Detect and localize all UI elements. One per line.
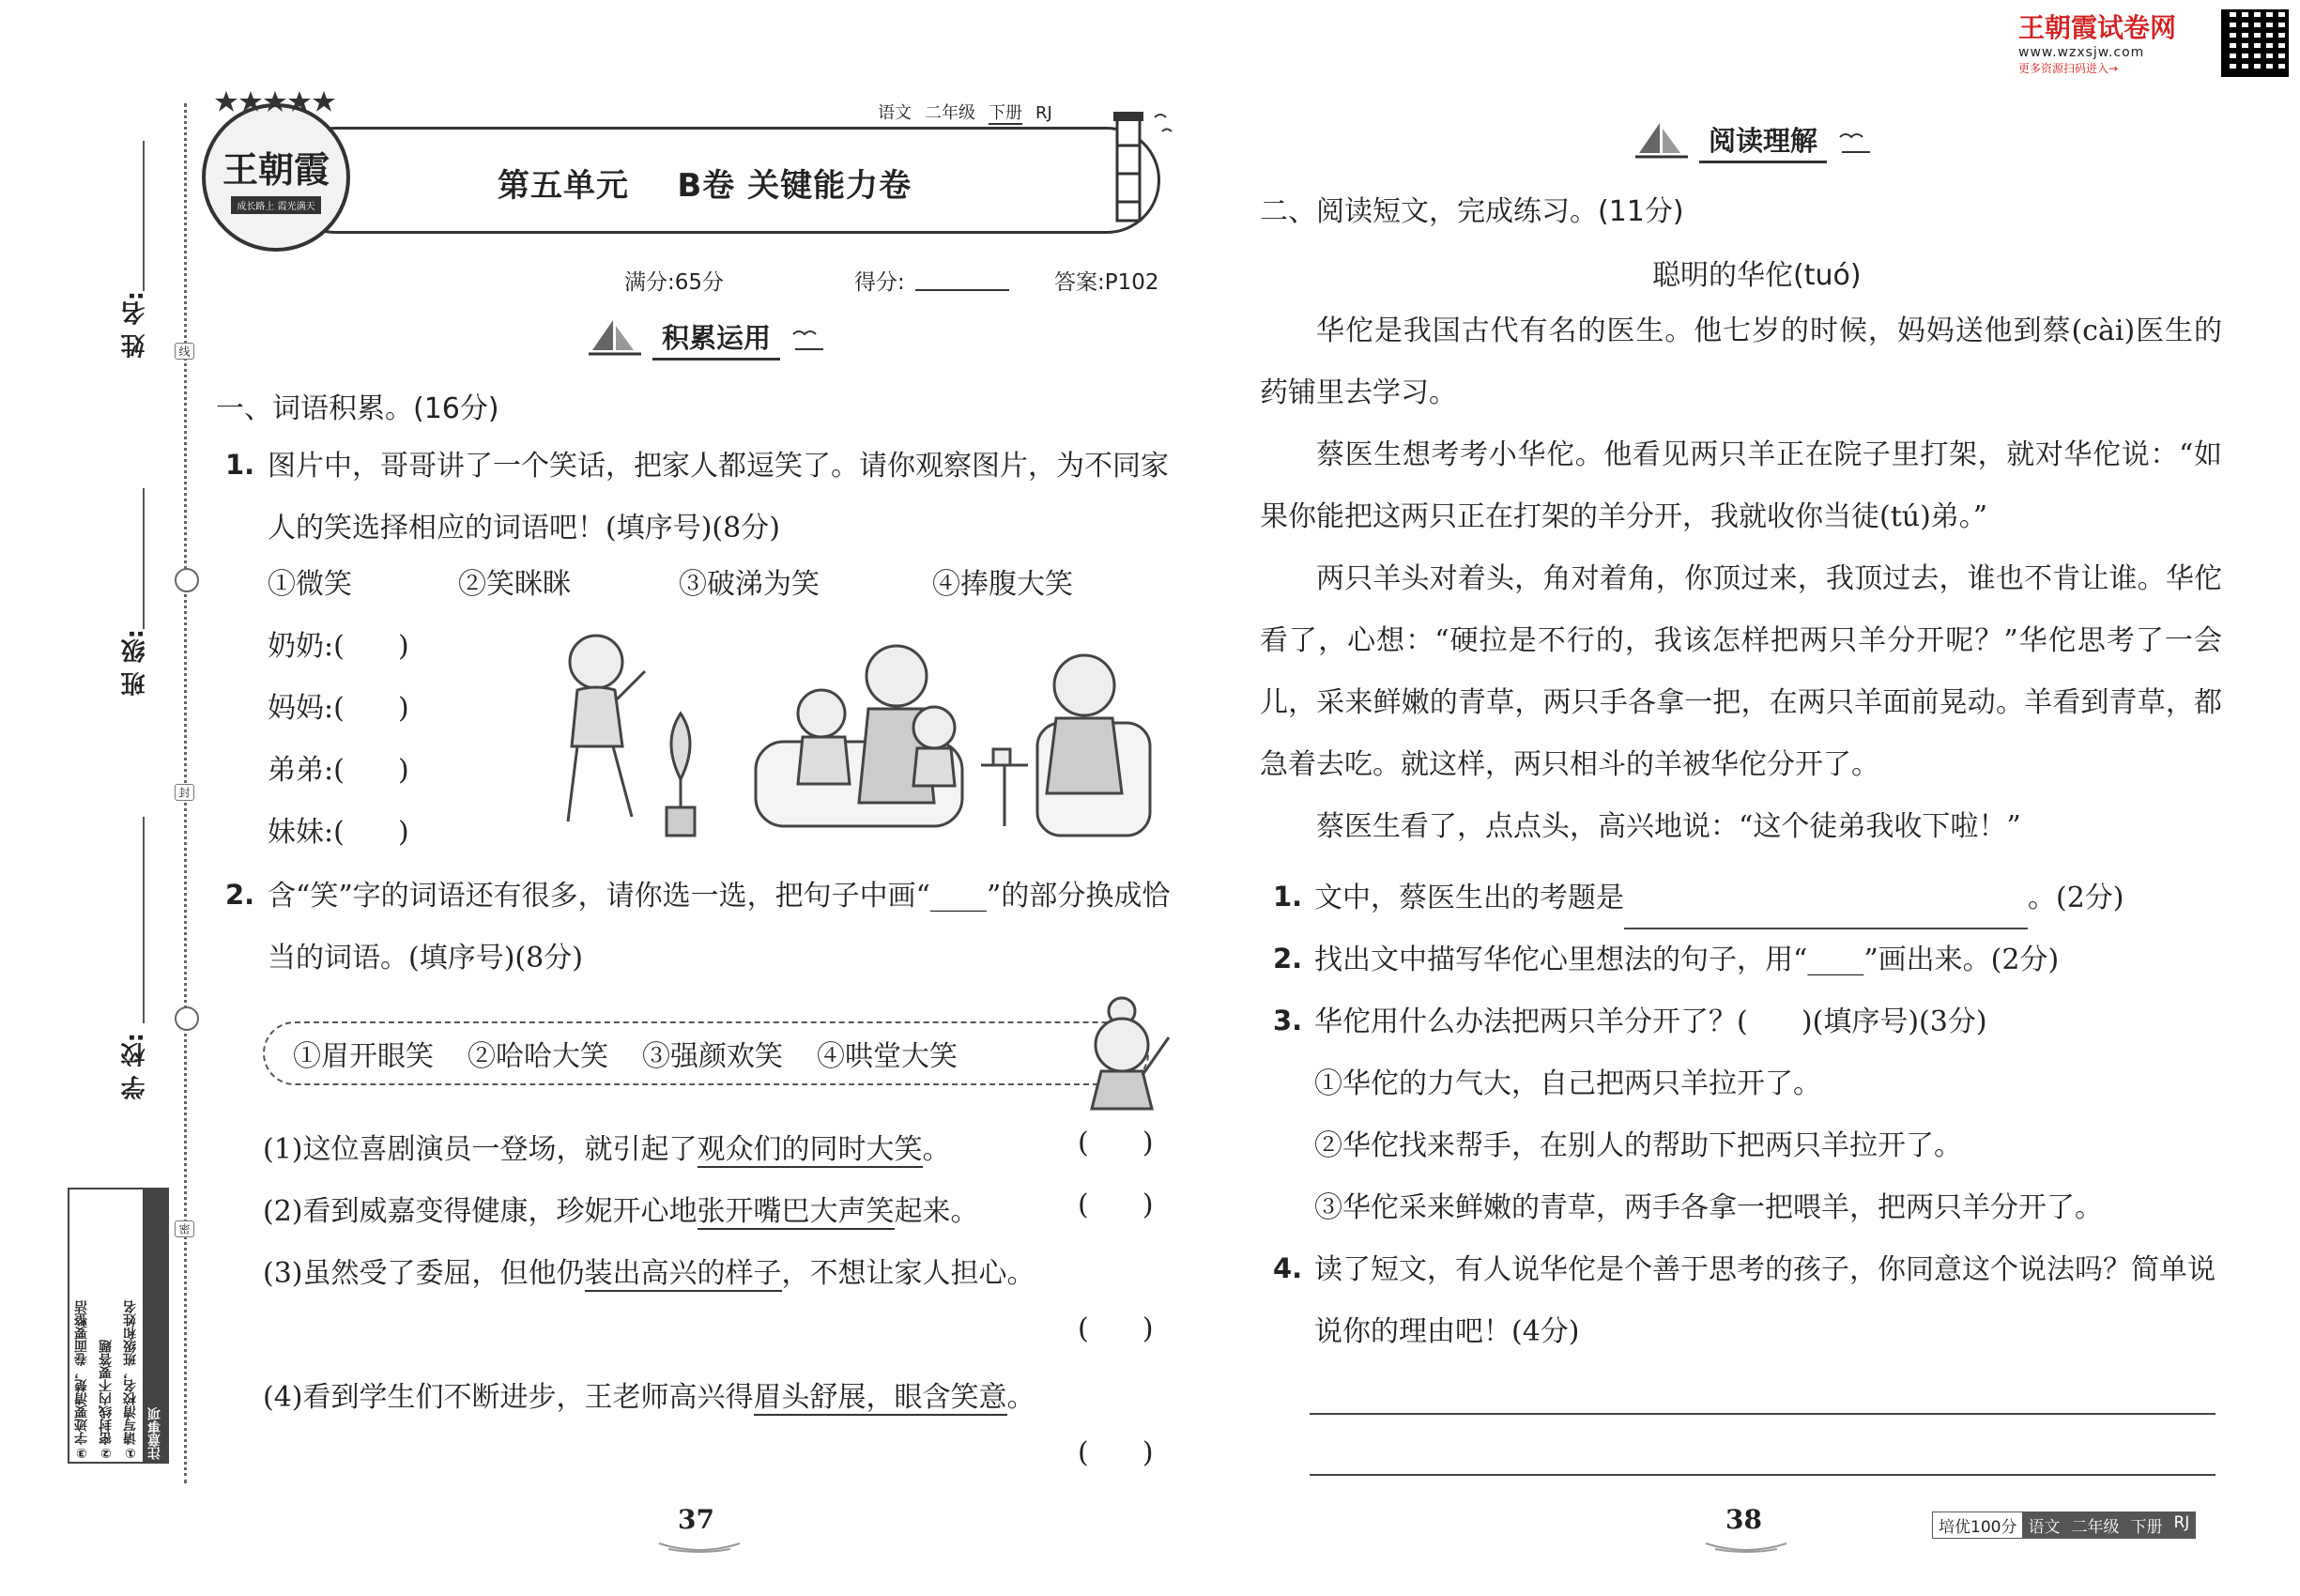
q1-fill-sister[interactable]: 妹妹:( ) bbox=[268, 816, 409, 849]
watermark-title: 王朝霞试卷网 bbox=[2018, 12, 2177, 43]
q1-fill-mom[interactable]: 妈妈:( ) bbox=[268, 692, 409, 725]
rq3-number: 3. bbox=[1273, 1005, 1303, 1036]
rq1-post: 。(2分) bbox=[2028, 882, 2124, 914]
rq1-number: 1. bbox=[1273, 881, 1303, 913]
watermark-sub: 更多资源扫码进入→ bbox=[2018, 62, 2119, 75]
page-number-left: 37 bbox=[678, 1504, 714, 1535]
story-paragraph: 蔡医生看了，点点头，高兴地说：“这个徒弟我收下啦！” bbox=[1316, 810, 2021, 843]
page-ornament-icon bbox=[657, 1540, 742, 1553]
section-head-accumulation bbox=[587, 317, 827, 361]
class-line bbox=[143, 488, 145, 629]
q2-text: 含“笑”字的词语还有很多，请你选一选，把句子中画“____”的部分换成恰当的词语。(填序号)(8分) bbox=[268, 880, 1171, 974]
logo-ribbon: 成长路上 霞光满天 bbox=[231, 196, 320, 214]
rq2-number: 2. bbox=[1273, 943, 1303, 974]
q2-answer-1[interactable]: ( ) bbox=[1078, 1127, 1154, 1159]
stars-icon bbox=[214, 89, 336, 115]
q2-word-bank bbox=[263, 1021, 1149, 1085]
tag-edition: RJ bbox=[1035, 103, 1052, 123]
binding-hole-icon bbox=[175, 1006, 199, 1031]
part1-heading: 一、词语积累。(16分) bbox=[216, 392, 499, 425]
score-field[interactable] bbox=[915, 289, 1009, 291]
q2-item-post: 起来。 bbox=[894, 1195, 979, 1228]
notice-item: ②密封线内不要答题 bbox=[99, 1340, 114, 1460]
logo-brand: 王朝霞 bbox=[222, 148, 330, 191]
q2-answer-3[interactable]: ( ) bbox=[1078, 1312, 1154, 1345]
q2-word: ③强颜欢笑 bbox=[642, 1040, 783, 1073]
footer-tags bbox=[1932, 1512, 2196, 1539]
story-paragraph: 华佗是我国古代有名的医生。他七岁的时候，妈妈送他到蔡(cài)医生的药铺里去学习。 bbox=[1260, 315, 2222, 409]
q1-fill-grandma[interactable]: 奶奶:( ) bbox=[268, 630, 409, 663]
footer-tag: 语文 bbox=[2022, 1512, 2065, 1538]
rq4-answer-line[interactable] bbox=[1310, 1474, 2216, 1476]
full-score: 满分:65分 bbox=[624, 270, 725, 295]
q2-item-post: 。 bbox=[1006, 1381, 1035, 1414]
q2-item-pre: (3)虽然受了委屈，但他仍 bbox=[263, 1257, 585, 1290]
notice-item: ③字迹要清楚，卷面要整洁 bbox=[74, 1300, 89, 1460]
brand-logo bbox=[202, 103, 350, 252]
footer-tag: RJ bbox=[2168, 1512, 2195, 1538]
lighthouse-icon bbox=[1080, 99, 1183, 239]
name-line bbox=[143, 141, 145, 291]
story-body bbox=[1260, 300, 2222, 858]
q1-option: ①微笑 bbox=[268, 568, 352, 601]
story-paragraph: 蔡医生想考考小华佗。他看见两只羊正在院子里打架，就对华佗说：“如果你能把这两只正在打架的羊分开，我就收你当徒(tú)弟。” bbox=[1260, 438, 2222, 533]
tag-subject: 语文 bbox=[878, 103, 912, 123]
rq2-text: 找出文中描写华佗心里想法的句子，用“____”画出来。(2分) bbox=[1314, 944, 2060, 976]
section-title-left: 积累运用 bbox=[652, 317, 780, 361]
rq3-text: 华佗用什么办法把两只羊分开了？( )(填序号)(3分) bbox=[1314, 1005, 1987, 1038]
notice-title: 注意事项 bbox=[143, 1189, 167, 1462]
q2-item-underlined: 观众们的同时大笑 bbox=[697, 1133, 923, 1166]
page-number-right: 38 bbox=[1725, 1504, 1762, 1535]
watermark-url: www.wzxsjw.com bbox=[2018, 45, 2145, 60]
family-illustration bbox=[540, 620, 1159, 845]
girl-cheering-icon bbox=[1066, 990, 1178, 1113]
q2-item-underlined: 眉头舒展，眼含笑意 bbox=[753, 1381, 1007, 1414]
rq4-number: 4. bbox=[1273, 1252, 1303, 1284]
story-title: 聪明的华佗(tuó) bbox=[1652, 259, 1862, 292]
rq1-pre: 文中，蔡医生出的考题是 bbox=[1314, 882, 1624, 914]
rq1-text bbox=[1314, 867, 2234, 929]
sailboat-icon bbox=[587, 318, 643, 360]
subject-tags bbox=[878, 100, 1066, 124]
q2-item-1 bbox=[263, 1119, 951, 1181]
q1-text: 图片中，哥哥讲了一个笑话，把家人都逗笑了。请你观察图片，为不同家人的笑选择相应的词语吧！(填序号)(8分) bbox=[268, 450, 1169, 545]
cut-mark-top: 线 bbox=[175, 343, 194, 360]
rq3-option: ②华佗找来帮手，在别人的帮助下把两只羊拉开了。 bbox=[1314, 1129, 1962, 1162]
section-title-right: 阅读理解 bbox=[1699, 120, 1827, 163]
page-title: 第五单元 B卷 关键能力卷 bbox=[498, 167, 912, 205]
q2-word: ①眉开眼笑 bbox=[293, 1040, 434, 1073]
q2-item-4 bbox=[263, 1367, 1035, 1429]
rq3-option: ③华佗采来鲜嫩的青草，两手各拿一把喂羊，把两只羊分开了。 bbox=[1314, 1191, 2103, 1224]
tag-term: 下册 bbox=[989, 103, 1022, 123]
q2-item-post: 。 bbox=[922, 1133, 951, 1166]
footer-tag: 二年级 bbox=[2065, 1512, 2124, 1538]
q2-answer-4[interactable]: ( ) bbox=[1078, 1436, 1154, 1469]
sailboat-icon bbox=[1633, 121, 1690, 162]
q1-option: ②笑眯眯 bbox=[458, 568, 571, 601]
watermark bbox=[2018, 8, 2206, 76]
rq4-text: 读了短文，有人说华佗是个善于思考的孩子，你同意这个说法吗？简单说说你的理由吧！(4分) bbox=[1314, 1253, 2216, 1348]
rq3-option: ①华佗的力气大，自己把两只羊拉开了。 bbox=[1314, 1067, 1821, 1100]
bird-icon bbox=[1836, 128, 1874, 156]
q2-item-underlined: 张开嘴巴大声笑 bbox=[697, 1195, 895, 1228]
q1-number: 1. bbox=[225, 449, 255, 481]
q2-item-pre: (1)这位喜剧演员一登场，就引起了 bbox=[263, 1133, 698, 1166]
q1-option: ④捧腹大笑 bbox=[932, 568, 1073, 601]
q2-answer-2[interactable]: ( ) bbox=[1078, 1189, 1154, 1221]
q1-option: ③破涕为笑 bbox=[679, 568, 820, 601]
tag-grade: 二年级 bbox=[925, 103, 975, 123]
q2-item-pre: (4)看到学生们不断进步，王老师高兴得 bbox=[263, 1381, 754, 1414]
rq4-answer-line[interactable] bbox=[1310, 1413, 2216, 1415]
rq1-answer-field[interactable] bbox=[1624, 890, 2028, 929]
q1-fill-brother[interactable]: 弟弟:( ) bbox=[268, 754, 409, 787]
binding-hole-icon bbox=[175, 568, 199, 592]
footer-tag: 培优100分 bbox=[1939, 1518, 2017, 1537]
cut-mark-mid: 封 bbox=[175, 784, 194, 801]
q2-item-2 bbox=[263, 1181, 979, 1243]
school-label: 学 校: bbox=[121, 1033, 149, 1100]
q2-item-pre: (2)看到威嘉变得健康，珍妮开心地 bbox=[263, 1195, 698, 1228]
score-label: 得分: bbox=[854, 270, 905, 295]
q2-number: 2. bbox=[225, 879, 255, 911]
bird-icon bbox=[790, 325, 827, 353]
q2-item-post: ，不想让家人担心。 bbox=[781, 1257, 1035, 1290]
cut-mark-bottom: 密 bbox=[175, 1220, 194, 1237]
class-label: 班 级: bbox=[121, 629, 149, 697]
school-line bbox=[143, 817, 145, 1023]
notice-item: ①请写清校名，班级和姓名 bbox=[123, 1300, 138, 1460]
page-ornament-icon bbox=[1704, 1540, 1788, 1553]
qr-code-icon bbox=[2221, 9, 2289, 77]
story-paragraph: 两只羊头对着头，角对着角，你顶过来，我顶过去，谁也不肯让谁。华佗看了，心想：“硬拉是不行的，我该怎样把两只羊分开呢？”华佗思考了一会儿，采来鲜嫩的青草，两只手各拿一把，在两只羊面前晃动。羊看到青草，都急着去吃。就这样，两只相斗的羊被华佗分开了。 bbox=[1260, 562, 2222, 781]
q2-item-underlined: 装出高兴的样子 bbox=[584, 1257, 782, 1290]
q2-word: ②哈哈大笑 bbox=[468, 1040, 608, 1073]
footer-tag: 下册 bbox=[2124, 1512, 2168, 1538]
q2-word: ④哄堂大笑 bbox=[817, 1040, 958, 1073]
notice-box bbox=[68, 1188, 169, 1464]
name-label: 姓 名: bbox=[121, 291, 149, 359]
section-head-reading bbox=[1633, 120, 1874, 163]
q2-item-3 bbox=[263, 1243, 1035, 1305]
answer-ref: 答案:P102 bbox=[1054, 270, 1159, 295]
part2-heading: 二、阅读短文，完成练习。(11分) bbox=[1260, 195, 1684, 228]
